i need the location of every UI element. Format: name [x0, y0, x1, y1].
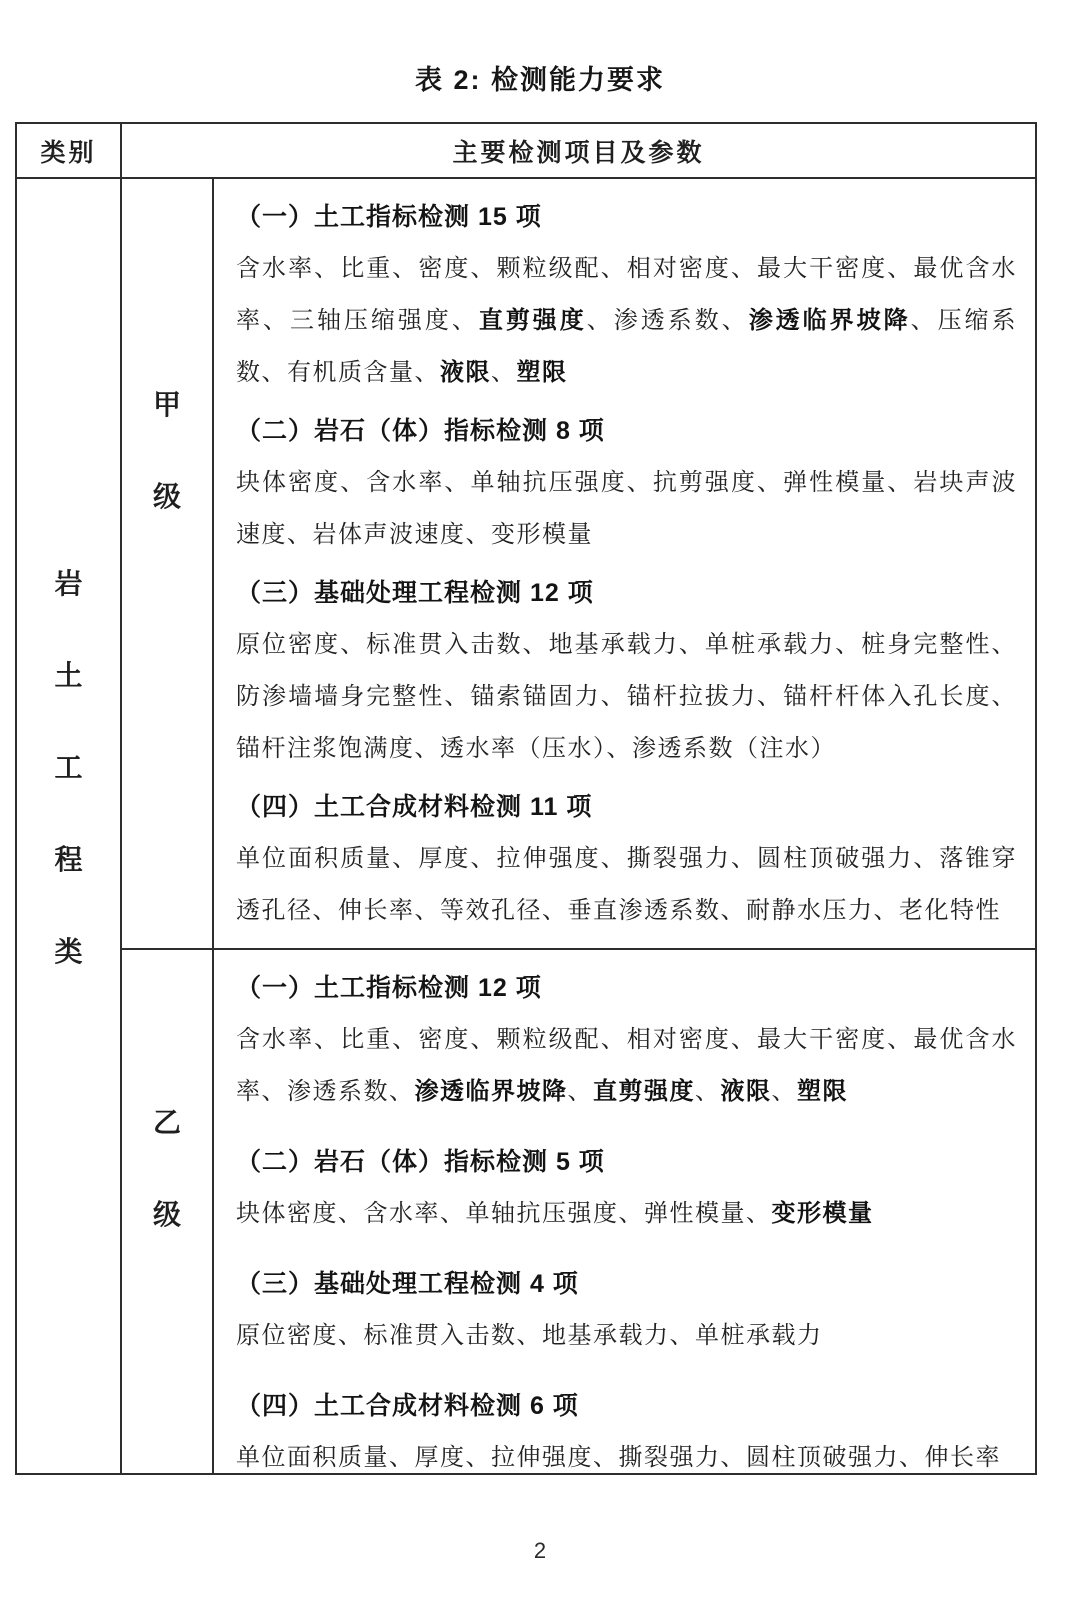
parameter-text: 原位密度、标准贯入击数、地基承载力、单桩承载力、桩身完整性、防渗墙墙身完整性、锚索锚固力、锚杆拉拔力、锚杆杆体入孔长度、锚杆注浆饱满度、透水率（压水）、渗透系数（注水）: [236, 632, 1017, 762]
table-body: [17, 179, 1035, 1473]
page-number: 2: [533, 1538, 547, 1563]
parameter-text: 单位面积质量、厚度、拉伸强度、撕裂强力、圆柱顶破强力、伸长率: [236, 1445, 1001, 1471]
section-heading: （四）土工合成材料检测 11 项: [236, 793, 593, 821]
parameter-bold: 塑限: [797, 1078, 848, 1105]
category-cell: [17, 179, 122, 1473]
section-heading: （一）土工指标检测 12 项: [236, 974, 542, 1002]
grade-char: 级: [152, 1199, 181, 1231]
parameter-bold: 变形模量: [771, 1200, 874, 1227]
grade-char: 甲: [152, 389, 181, 421]
category-char: 岩: [54, 569, 83, 600]
table-header-row: [17, 124, 1035, 179]
header-cell-category: 类别: [17, 124, 122, 177]
category-char: 类: [54, 937, 83, 968]
section-body: [236, 243, 1017, 399]
category-char: 程: [54, 845, 83, 876]
parameter-bold: 塑限: [516, 359, 568, 386]
parameter-bold: 渗透临界坡降: [414, 1078, 568, 1105]
grade-row-jia: [122, 179, 1035, 950]
parameter-bold: 液限: [440, 359, 491, 386]
parameter-text: 、渗透系数、: [586, 308, 749, 334]
category-char: 工: [54, 753, 83, 784]
category-char: 土: [54, 661, 83, 692]
parameter-text: 、: [567, 1079, 593, 1105]
grade-char: 级: [152, 481, 181, 513]
grade-rows: [122, 179, 1035, 1473]
parameter-bold: 直剪强度: [593, 1078, 695, 1105]
section-heading: （一）土工指标检测 15 项: [236, 203, 542, 231]
grade-cell-yi: [122, 950, 214, 1473]
capability-table: [15, 122, 1037, 1475]
section-body: [236, 1014, 1017, 1118]
parameter-text: 、: [491, 360, 517, 386]
parameter-text: 块体密度、含水率、单轴抗压强度、抗剪强度、弹性模量、岩块声波速度、岩体声波速度、变形模量: [236, 470, 1017, 548]
grade-row-yi: [122, 950, 1035, 1473]
section-body: [236, 1310, 1017, 1362]
parameter-text: 含水率、比重、密度、颗粒级配、相对密度、最大干密度、最优含水率、渗透系数、: [236, 1027, 1017, 1105]
parameter-text: 原位密度、标准贯入击数、地基承载力、单桩承载力: [236, 1323, 823, 1349]
content-cell-jia: [214, 179, 1035, 948]
parameter-bold: 直剪强度: [478, 307, 587, 334]
parameter-text: 、: [695, 1079, 721, 1105]
section-heading: （四）土工合成材料检测 6 项: [236, 1392, 579, 1420]
section-body: [236, 619, 1017, 775]
section-heading: （三）基础处理工程检测 4 项: [236, 1270, 579, 1298]
section-body: [236, 457, 1017, 561]
parameter-text: 块体密度、含水率、单轴抗压强度、弹性模量、: [236, 1201, 772, 1227]
section-heading: （二）岩石（体）指标检测 8 项: [236, 417, 605, 445]
section-heading: （二）岩石（体）指标检测 5 项: [236, 1148, 605, 1176]
parameter-text: 、压缩系数、有机质含量、: [236, 308, 1018, 386]
parameter-text: 单位面积质量、厚度、拉伸强度、撕裂强力、圆柱顶破强力、落锥穿透孔径、伸长率、等效孔径、垂直渗透系数、耐静水压力、老化特性: [236, 846, 1017, 924]
section-body: [236, 1188, 1017, 1240]
page-title: 表 2: 检测能力要求: [414, 65, 665, 95]
grade-char: 乙: [152, 1107, 181, 1139]
header-cell-items: 主要检测项目及参数: [452, 138, 705, 167]
parameter-bold: 液限: [720, 1078, 772, 1105]
parameter-bold: 渗透临界坡降: [748, 307, 911, 334]
parameter-text: 、: [771, 1079, 797, 1105]
section-heading: （三）基础处理工程检测 12 项: [236, 579, 594, 607]
section-body: [236, 833, 1017, 937]
content-cell-yi: [214, 950, 1035, 1473]
grade-cell-jia: [122, 179, 214, 948]
section-body: [236, 1432, 1017, 1473]
parameter-text: 含水率、比重、密度、颗粒级配、相对密度、最大干密度、最优含水率、三轴压缩强度、: [236, 256, 1017, 334]
